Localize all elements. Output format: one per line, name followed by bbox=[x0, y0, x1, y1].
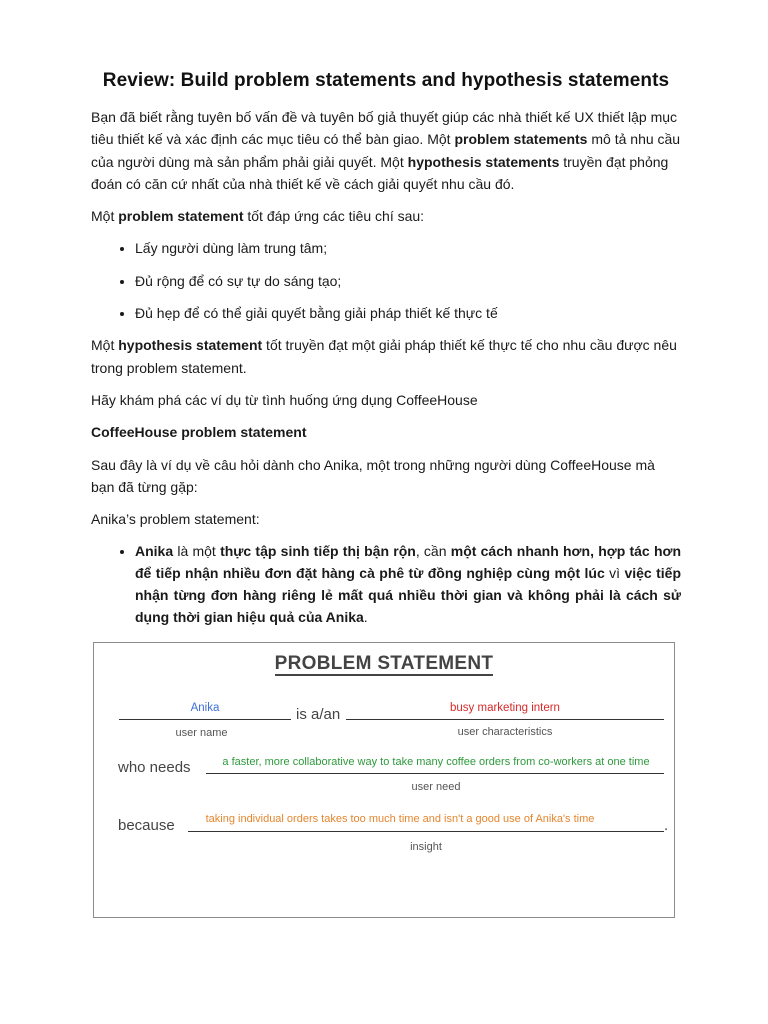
anika-label: Anika’s problem statement: bbox=[91, 511, 260, 528]
figure-title bbox=[94, 653, 674, 675]
intro-term-hypothesis: hypothesis statements bbox=[407, 153, 560, 170]
anika-name: Anika bbox=[135, 543, 174, 560]
anika-insight: việc tiếp nhận từng đơn hàng riêng lẻ mất quá nhiều thời gian và không phải là cách sử dụng thời gian hiệu quả của Anika bbox=[135, 565, 681, 626]
criteria-intro-text: Một bbox=[91, 208, 119, 225]
intro-text: Bạn đã biết rằng tuyên bố vấn đề và tuyên bố giả thuyết giúp các nhà thiết kế UX thiết lập mục tiêu thiết kế và xác định các mục tiêu có thể bàn giao. Một bbox=[91, 109, 678, 148]
coffeehouse-heading-text: CoffeeHouse problem statement bbox=[91, 424, 307, 441]
criteria-item: • Lấy người dùng làm trung tâm; bbox=[135, 237, 681, 259]
criteria-intro bbox=[91, 205, 681, 227]
hypothesis-text: Một bbox=[91, 337, 119, 354]
anika-list bbox=[91, 540, 681, 628]
anika-text: , cần bbox=[415, 543, 451, 560]
characteristics-caption: user characteristics bbox=[457, 726, 553, 738]
user-name-value: Anika bbox=[190, 702, 220, 714]
hypothesis-text: tốt truyền đạt một giải pháp thiết kế thực tế cho nhu cầu được nêu trong problem statement. bbox=[91, 337, 677, 376]
document-page bbox=[91, 70, 681, 640]
anika-need: một cách nhanh hơn, hợp tác hơn để tiếp nhận nhiều đơn đặt hàng cà phê từ đồng nghiệp cùng một lúc bbox=[135, 543, 681, 582]
anika-statement bbox=[135, 540, 681, 628]
intro-paragraph bbox=[91, 106, 681, 195]
coffeehouse-heading bbox=[91, 421, 681, 443]
problem-statement-figure bbox=[93, 642, 675, 918]
hypothesis-term: hypothesis statement bbox=[118, 337, 263, 354]
connector-because: because bbox=[118, 817, 175, 834]
explore-paragraph: Hãy khám phá các ví dụ từ tình huống ứng dụng CoffeeHouse bbox=[91, 391, 478, 408]
insight-value: taking individual orders takes too much time and isn't a good use of Anika's time bbox=[205, 813, 595, 825]
connector-who-needs: who needs bbox=[118, 759, 191, 776]
anika-text: vì bbox=[604, 565, 625, 582]
anika-text: . bbox=[363, 609, 368, 626]
criteria-item: • Đủ hẹp để có thể giải quyết bằng giải pháp thiết kế thực tế bbox=[135, 302, 681, 324]
anika-characteristics: thực tập sinh tiếp thị bận rộn bbox=[220, 543, 416, 560]
need-caption: user need bbox=[411, 781, 461, 793]
page-title: Review: Build problem statements and hypothesis statements bbox=[102, 70, 670, 91]
user-name-caption: user name bbox=[175, 727, 228, 739]
characteristics-line bbox=[346, 719, 664, 720]
intro-text: mô tả nhu cầu của người dùng mà sản phẩm phải giải quyết. Một bbox=[91, 131, 681, 170]
anika-text: là một bbox=[173, 543, 221, 560]
need-value: a faster, more collaborative way to take many coffee orders from co-workers at one time bbox=[222, 756, 650, 768]
user-name-line bbox=[119, 719, 291, 720]
intro-term-problem: problem statements bbox=[454, 131, 588, 148]
criteria-item: • Đủ rộng để có sự tự do sáng tạo; bbox=[135, 270, 681, 292]
insight-caption: insight bbox=[410, 841, 442, 853]
hypothesis-paragraph bbox=[91, 334, 681, 379]
figure-title-text: PROBLEM STATEMENT bbox=[274, 653, 494, 674]
criteria-intro-term: problem statement bbox=[118, 208, 244, 225]
criteria-list bbox=[91, 237, 681, 324]
insight-line bbox=[188, 831, 664, 832]
insight-period: . bbox=[664, 817, 669, 834]
need-line bbox=[206, 773, 664, 774]
characteristics-value: busy marketing intern bbox=[450, 702, 560, 714]
criteria-intro-text: tốt đáp ứng các tiêu chí sau: bbox=[243, 208, 425, 225]
intro-text: truyền đạt phỏng đoán có căn cứ nhất của nhà thiết kế về cách giải quyết nhu cầu đó. bbox=[91, 153, 669, 192]
coffeehouse-intro: Sau đây là ví dụ về câu hỏi dành cho Anika, một trong những người dùng CoffeeHouse mà bạn đã từng gặp: bbox=[91, 456, 655, 495]
connector-is: is a/an bbox=[296, 706, 341, 723]
